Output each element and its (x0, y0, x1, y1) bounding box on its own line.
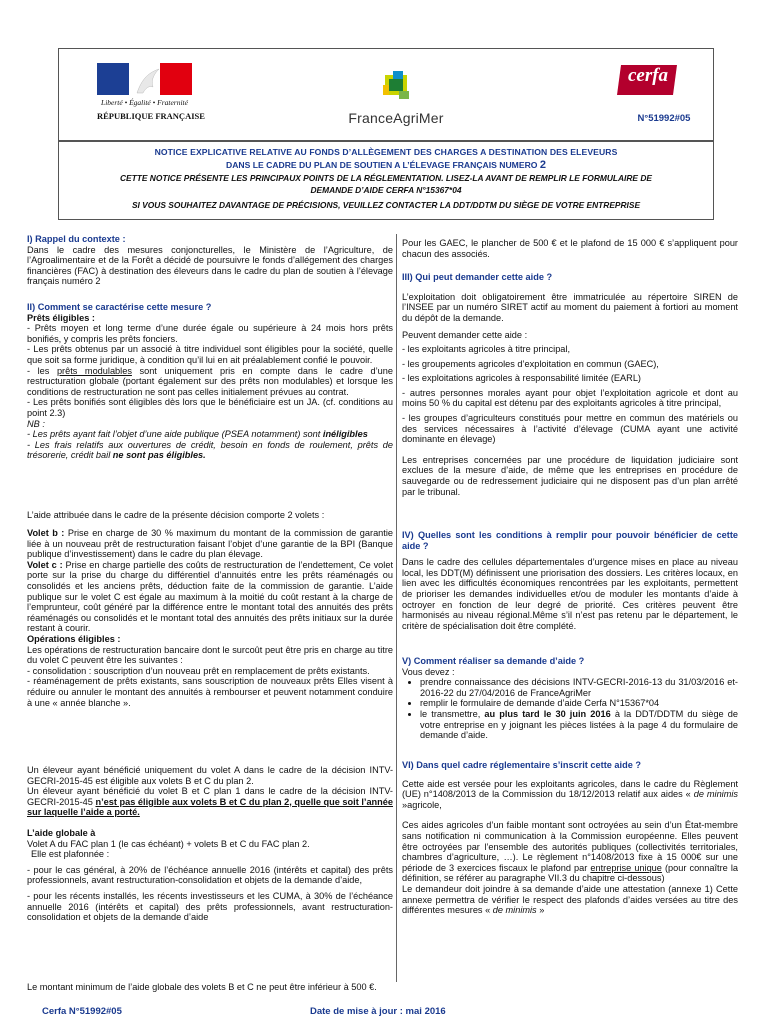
section-heading: IV) Quelles sont les conditions à remplir pour pouvoir bénéficier de cette aide ? (402, 530, 738, 551)
cerfa-logo (615, 63, 681, 97)
paragraph: Ces aides agricoles d’un faible montant sont octroyées au sein d’un État-membre sans notification ni communication à la Commission européenne. Elles peuvent être octroyées par l’ensemble des autorités publiques (collectivités territoriales, chambres d’agriculture, …). Le règlement n°1408/2013 fixe à 15 000€ sur une période de 3 exercices fiscaux le plafond par entreprise unique (pour connaître la définition, se référer au paragraphe VII.3 du chapitre ci-dessous) (402, 820, 738, 884)
paragraph: Dans le cadre des cellules départementales d’urgence mises en place au niveau local, les DDT(M) définissent une priorisation des dossiers. Les critères locaux, en lien avec les difficultés économiques rencontrées par les exploitants, permettent de prioriser les demandes individuelles et/ou de moduler les montants d’aide à octroyer en fonction de leur degré de priorité. Ces critères peuvent être harmonisés au niveau régional.Même s’il n’est pas retenu par le département, le critère de spécialisation doit être complété. (402, 557, 738, 631)
section-heading: VI) Dans quel cadre réglementaire s’inscrit cette aide ? (402, 760, 641, 770)
section-context (27, 234, 393, 287)
paragraph: - autres personnes morales ayant pour objet l’exploitation agricole et dont au moins 50 % du capital est détenu par des exploitants agricoles à titre principal, (402, 387, 738, 409)
title-box (58, 140, 714, 220)
volet-b: Volet b : Prise en charge de 30 % maximum du montant de la commission de garantie liée à un nouveau prêt de restructuration faisant l’objet d’une garantie de la BPI (Banque publique d’investissement) dans le cadre du plan élevage. (27, 528, 393, 560)
paragraph: - les exploitants agricoles à titre principal, (402, 343, 571, 354)
aide-intro: L’aide attribuée dans le cadre de la présente décision comporte 2 volets : (27, 510, 325, 520)
paragraph: Peuvent demander cette aide : (402, 330, 528, 341)
section-eleveur (27, 765, 393, 818)
paragraph: - Les prêts ayant fait l’objet d’une aide publique (PSEA notamment) sont inéligibles (27, 429, 368, 440)
paragraph: - les groupes d’agriculteurs constitués pour mettre en commun des matériels ou des services nécessaires à l’activité d’élevage (CUMA ayant une activité dominante en élevage) (402, 412, 738, 445)
form-number: N°51992#05 (637, 113, 691, 124)
title-line-5: SI VOUS SOUHAITEZ DAVANTAGE DE PRÉCISIONS, VEUILLEZ CONTACTER LA DDT/DDTM DU SIÈGE DE VOTRE ENTREPRISE (131, 200, 641, 210)
montant-minimum: Le montant minimum de l’aide globale des volets B et C ne peut être inférieur à 500 €. (27, 982, 377, 992)
paragraph: Les entreprises concernées par une procédure de liquidation judiciaire sont exclues de la mesure d’aide, de même que les entreprises en procédure de sauvegarde ou de redressement judiciaire qui ne disposent pas d’un plan arrêté par le tribunal. (402, 454, 738, 497)
section-volets (27, 528, 393, 708)
paragraph: - les exploitations agricoles à responsabilité limitée (EARL) (402, 373, 641, 384)
subheading: Prêts éligibles : (27, 312, 95, 323)
section-mesure (27, 302, 393, 461)
paragraph: - Les frais relatifs aux ouvertures de crédit, besoin en fonds de roulement, prêts de trésorerie, crédit bail ne sont pas éligibles. (27, 439, 393, 461)
section-heading: V) Comment réaliser sa demande d’aide ? (402, 656, 585, 666)
paragraph: - réaménagement de prêts existants, sans souscription de nouveaux prêts Elles visent à réduire ou annuler le montant des annuités à rembourser et peuvent notamment conduire à une « année blanche ». (27, 676, 393, 708)
paragraph: Elle est plafonnée : (31, 849, 110, 860)
paragraph: Vous devez : (402, 666, 455, 677)
section-qui (402, 272, 738, 497)
section-aide-globale (27, 828, 393, 923)
paragraph: - les groupements agricoles d’exploitation en commun (GAEC), (402, 358, 659, 369)
section-conditions (402, 530, 738, 631)
section-demande (402, 656, 738, 741)
section-heading: III) Qui peut demander cette aide ? (402, 272, 553, 282)
paragraph: - Prêts moyen et long terme d’une durée égale ou supérieure à 24 mois hors prêts bonifiés, y compris les prêts fonciers. (27, 323, 393, 344)
paragraph: - pour les récents installés, les récents investisseurs et les CUMA, à 30% de l’échéance annuelle 2016 (intérêts et capital) des prêts professionnels, avant restructuration-consolidation et objets de la demande d’aide (27, 890, 393, 923)
demande-list (402, 677, 738, 741)
republic-motto: Liberté • Égalité • Fraternité (101, 98, 188, 107)
paragraph: Cette aide est versée pour les exploitants agricoles, dans le cadre du Règlement (UE) n°1408/2013 de la Commission du 18/12/2013 relatif aux aides « de minimis »agricole, (402, 778, 739, 810)
cerfa-wordmark: cerfa (627, 65, 669, 86)
subheading: Opérations éligibles : (27, 633, 121, 644)
header-box (58, 48, 714, 142)
title-line-3: CETTE NOTICE PRÉSENTE LES PRINCIPAUX POINTS DE LA RÉGLEMENTATION. LISEZ-LA AVANT DE REMPLIR LE FORMULAIRE DE (120, 173, 652, 183)
column-divider (396, 234, 397, 982)
section-heading: II) Comment se caractérise cette mesure ? (27, 302, 212, 312)
republic-name: RÉPUBLIQUE FRANÇAISE (97, 111, 205, 121)
franceagrimer-wordmark: FranceAgriMer (348, 110, 444, 126)
list-item: • remplir le formulaire de demande d’aide Cerfa N°15367*04 (420, 698, 738, 709)
franceagrimer-logo (331, 67, 461, 127)
footer-form-number: Cerfa N°51992#05 (42, 1006, 122, 1017)
paragraph: Un éleveur ayant bénéficié uniquement du volet A dans le cadre de la décision INTV-GECRI-2015-45 est éligible aux volets B et C du plan 2. (27, 765, 393, 786)
paragraph: Les opérations de restructuration bancaire dont le surcoût peut être pris en charge au titre du volet C peuvent être les suivantes : (27, 644, 393, 666)
paragraph: Le demandeur doit joindre à sa demande d’aide une attestation (annexe 1) Cette annexe permettra de vérifier le respect des plafonds d’aides versées au titre des différentes mesures « de minimis » (402, 883, 738, 916)
list-item: • le transmettre, au plus tard le 30 juin 2016 à la DDT/DDTM du siège de votre entreprise en y joignant les pièces listées à la page 4 du formulaire de demande d’aide. (420, 709, 738, 741)
paragraph: Dans le cadre des mesures conjoncturelles, le Ministère de l’Agriculture, de l’Agroalimentaire et de la Forêt a décidé de poursuivre le fonds d’allégement des charges financières (FAC) à destination des éleveurs dans le cadre du plan de soutien à l’élevage français numéro 2 (27, 244, 393, 287)
paragraph: Volet A du FAC plan 1 (le cas échéant) + volets B et C du FAC plan 2. (27, 838, 310, 849)
paragraph: - Les prêts obtenus par un associé à titre individuel sont éligibles pour la société, quelle que soit sa forme juridique, à condition qu’il lui en ait préalablement confié le pouvoir. (27, 344, 393, 365)
republique-francaise-logo (97, 63, 205, 127)
gaec-paragraph: Pour les GAEC, le plancher de 500 € et le plafond de 15 000 € s’appliquent pour chacun des associés. (402, 238, 738, 259)
paragraph: L’exploitation doit obligatoirement être immatriculée au répertoire SIREN de l’INSEE par un numéro SIRET actif au moment du paiement à fortiori au moment du dépôt de la demande. (402, 291, 738, 323)
paragraph: - Les prêts bonifiés sont éligibles dès lors que le bénéficiaire est un JA. (cf. conditions au point 2.3) (27, 397, 393, 418)
section-heading: I) Rappel du contexte : (27, 234, 126, 244)
paragraph: - consolidation : souscription d’un nouveau prêt en remplacement de prêts existants. (27, 665, 370, 676)
franceagrimer-emblem-icon (331, 67, 461, 109)
paragraph: Un éleveur ayant bénéficié du volet B et C plan 1 dans le cadre de la décision INTV-GECRI-2015-45 n’est pas éligible aux volets B et C du plan 2, quelle que soit l’année sur laquelle l’aide a porté. (27, 786, 393, 818)
paragraph: - pour le cas général, à 20% de l’échéance annuelle 2016 (intérêts et capital) des prêts professionnels, avant restructuration-consolidation et objets de la demande d’aide, (27, 864, 393, 886)
title-line-4: DEMANDE D’AIDE CERFA N°15367*04 (310, 185, 462, 195)
list-item: • prendre connaissance des décisions INTV-GECRI-2016-13 du 31/03/2016 et-2016-22 du 27/04/2016 de FranceAgriMer (420, 677, 738, 698)
volet-c: Volet c : Prise en charge partielle des coûts de restructuration de l’endettement, Ce volet porte sur la prise du charge du différentiel d’annuités entre les prêts réaménagés ou consolidés et les anciens prêts, déduction faite de la commission de garantie. L’aide publique sur le volet C est égale au maximum à la moitié du coût restant à la charge de l’emprunteur, coût généré par la différence entre le montant total des annuités des prêts réaménagés ou consolidés et le montant total des annuités des prêts initiaux sur la durée restant à courir. (27, 559, 393, 634)
footer-update-date: Date de mise à jour : mai 2016 (310, 1006, 446, 1017)
nb-label: NB : (27, 418, 45, 429)
title-line-1: NOTICE EXPLICATIVE RELATIVE AU FONDS D’ALLÈGEMENT DES CHARGES A DESTINATION DES ELEVEURS (154, 147, 618, 157)
title-line-2: DANS LE CADRE DU PLAN DE SOUTIEN A L’ÉLEVAGE FRANÇAIS NUMERO 2 (226, 159, 546, 171)
section-reglementaire (402, 760, 738, 916)
paragraph: - les prêts modulables sont uniquement pris en compte dans le cadre d’une restructuration globale (portant également sur des prêts non modulables) et lorsque les conditions de restructuration ne sont pas celles initialement prévues au contrat. (27, 365, 394, 397)
subheading: L’aide globale à (27, 828, 96, 838)
marianne-flag-icon (97, 63, 192, 95)
